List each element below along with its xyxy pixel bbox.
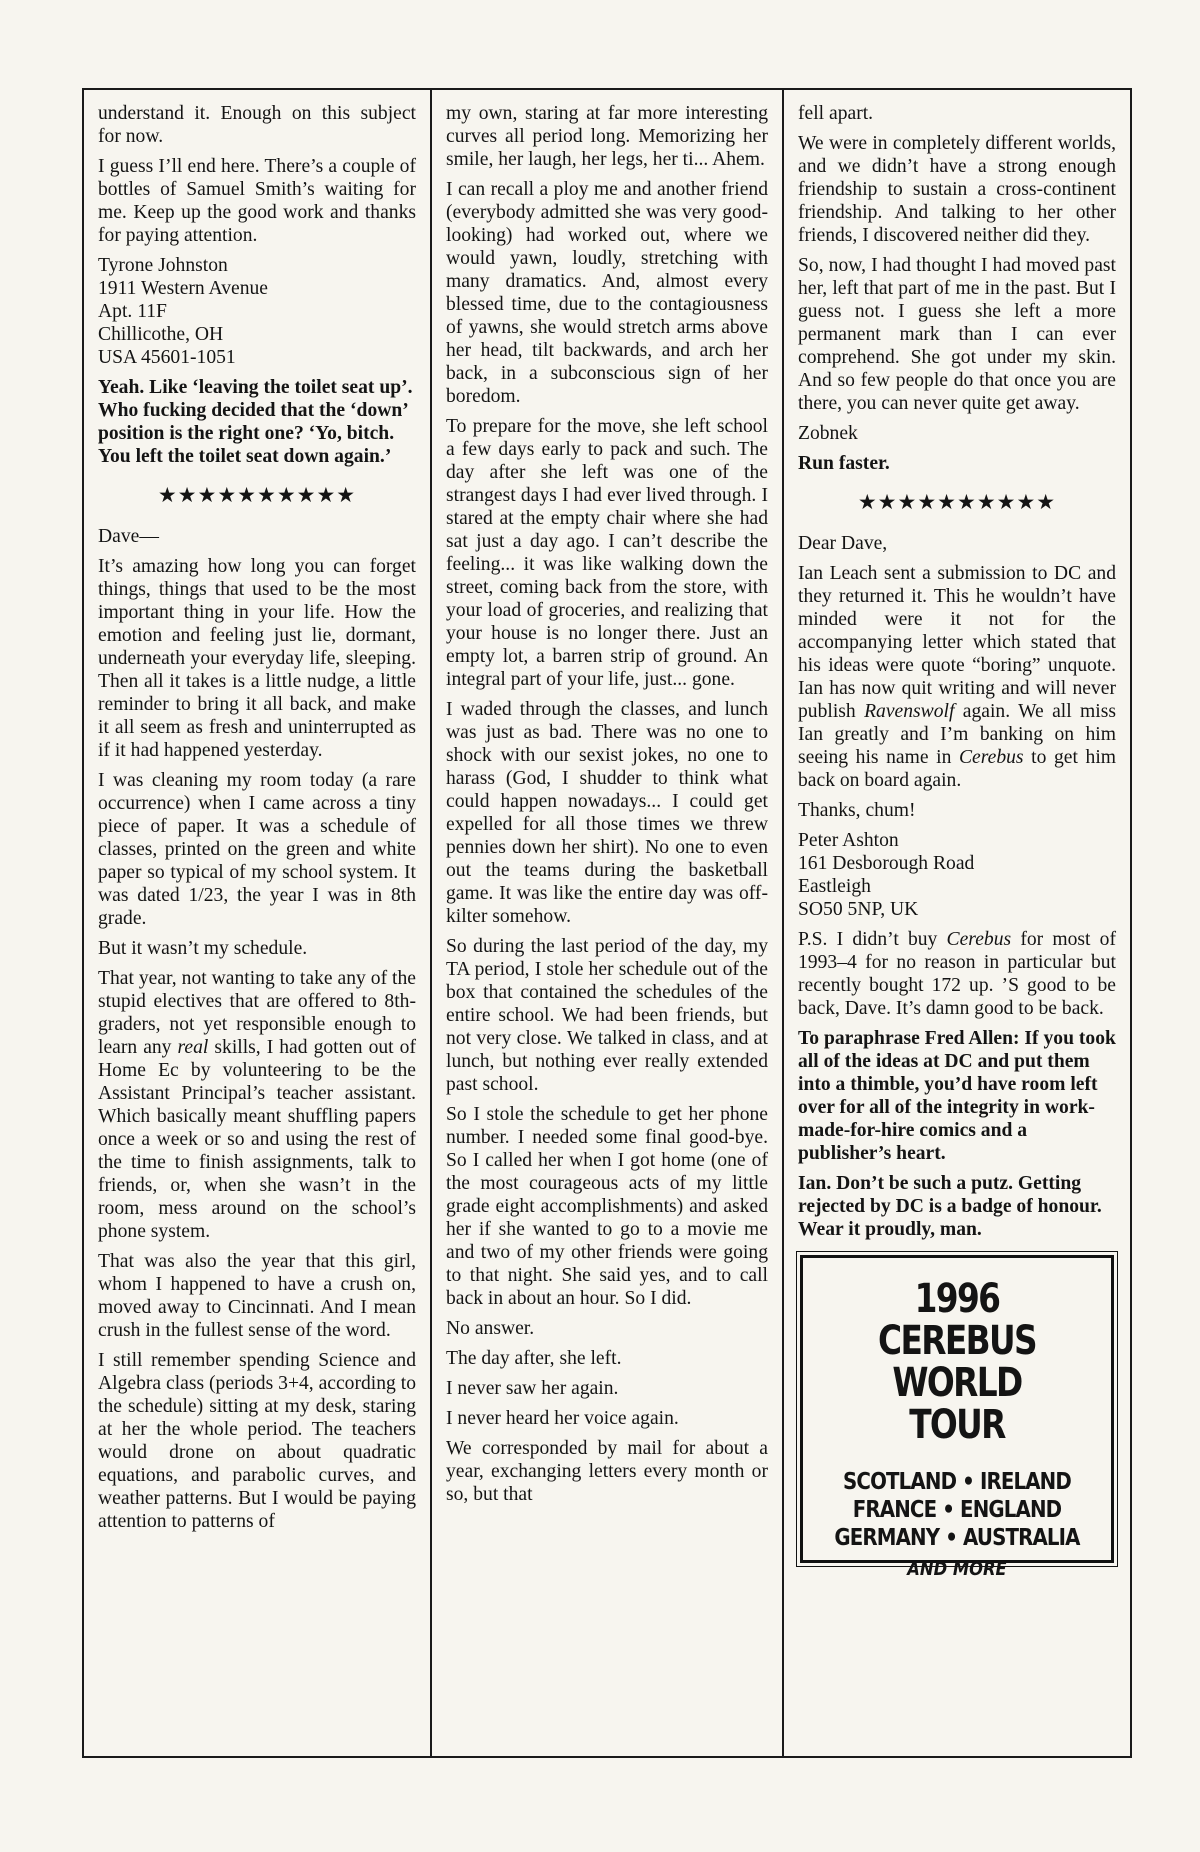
letter-text: understand it. Enough on this subject for now. bbox=[98, 103, 416, 147]
world-tour-ad bbox=[800, 1255, 1114, 1580]
text-run: Ian Leach sent a submission to DC and they returned it. This he wouldn’t have minded were it not for the accompanying letter which stated that his ideas were quote “boring” unquote. Ian has now quit writing and will never publish bbox=[798, 563, 1116, 722]
address-line: SO50 5NP, UK bbox=[798, 899, 919, 920]
letter-postscript bbox=[798, 928, 1116, 1020]
letter-text: To prepare for the move, she left school a few days early to pack and such. The day after she left was one of the strangest days I had ever lived through. I stared at the empty chair where she had sat just a day ago. I can’t describe the feeling... it was like walking down the street, coming back from the store, with your load of groceries, and realizing that your house is no longer there. Just an empty lot, a barren strip of ground. An integral part of your life, just... gone. bbox=[446, 416, 768, 690]
letter-text: I never saw her again. bbox=[446, 1378, 619, 1399]
letter-text: So I stole the schedule to get her phone number. I needed some final good-bye. So I called her when I got home (one of the most courageous acts of my little grade eight accomplishments) and asked her if she wanted to go to a movie me and two of my other friends were going to that night. She said yes, and to call back in about an hour. So I did. bbox=[446, 1104, 768, 1309]
text-run: for most of 1993–4 for no reason in particular but recently bought 172 up. ’S good to be back, Dave. It’s damn good to be back. bbox=[798, 929, 1116, 1019]
letter-text: fell apart. bbox=[798, 103, 874, 124]
letter-address bbox=[98, 254, 416, 369]
letter-text: We were in completely different worlds, and we didn’t have a strong enough friendship to sustain a cross-continent friendship. And talking to her other friends, I discovered neither did they. bbox=[798, 133, 1116, 246]
italic-text: Cerebus bbox=[958, 747, 1024, 768]
address-line: Eastleigh bbox=[798, 876, 871, 897]
editor-reply: Run faster. bbox=[798, 453, 890, 474]
star-divider: ★★★★★★★★★★ bbox=[157, 483, 357, 507]
ad-country-row: FRANCE • ENGLAND bbox=[852, 1497, 1062, 1523]
editor-reply: To paraphrase Fred Allen: If you took all of the ideas at DC and put them into a thimble, you’d have room left over for all of the integrity in work-made-for-hire comics and a publisher’s heart. bbox=[798, 1028, 1116, 1164]
text-run: again. We all miss Ian greatly and I’m banking on him seeing his name in bbox=[798, 701, 1116, 768]
letter-text: The day after, she left. bbox=[446, 1348, 622, 1369]
text-run: to get him back on board again. bbox=[798, 747, 1116, 791]
address-line: Tyrone Johnston bbox=[98, 255, 228, 276]
ad-countries bbox=[803, 1468, 1111, 1552]
letter-text: I can recall a ploy me and another friend (everybody admitted she was very good-looking) had worked out, where we would yawn, loudly, stretching with many dramatics. And, almost every blessed time, due to the contagiousness of yawns, she would stretch arms above her head, tilt backwards, and arch her back, in a subconscious sign of her boredom. bbox=[446, 179, 768, 407]
text-run: P.S. I didn’t buy bbox=[798, 929, 947, 950]
editor-reply: Yeah. Like ‘leaving the toilet seat up’. Who fucking decided that the ‘down’ position is the right one? ‘Yo, bitch. You left the toilet seat down again.’ bbox=[98, 377, 413, 467]
address-line: USA 45601-1051 bbox=[98, 347, 236, 368]
letter-text: No answer. bbox=[446, 1318, 535, 1339]
letter-text: So during the last period of the day, my TA period, I stole her schedule out of the box that contained the schedules of the entire school. We had been friends, but not very close. We talked in class, and at lunch, but nothing ever really extended past school. bbox=[446, 936, 768, 1095]
italic-text: real bbox=[177, 1037, 209, 1058]
letter-signature: Zobnek bbox=[798, 423, 858, 444]
text-run: skills, I had gotten out of Home Ec by volunteering to be the Assistant Principal’s teacher assistant. Which basically meant shuffling papers once a week or so and using the rest of the time to finish assignments, talk to friends, or, when she wasn’t in the room, mess around on the school’s phone system. bbox=[98, 1037, 416, 1242]
letter-text: I guess I’ll end here. There’s a couple of bottles of Samuel Smith’s waiting for me. Keep up the good work and thanks for paying attention. bbox=[98, 156, 416, 246]
letters-page bbox=[82, 88, 1132, 1758]
letter-text: I never heard her voice again. bbox=[446, 1408, 679, 1429]
ad-country-row: SCOTLAND • IRELAND bbox=[843, 1469, 1071, 1495]
letter-text: I waded through the classes, and lunch was just as bad. There was no one to shock with our sexist jokes, no one to harass (God, I shudder to think what could happen nowadays... I could get expelled for all those times we threw pennies down her shirt). No one to even out the teams during the basketball game. It was like the entire day was off-kilter somehow. bbox=[446, 699, 768, 927]
address-line: Apt. 11F bbox=[98, 301, 167, 322]
italic-text: Cerebus bbox=[946, 929, 1012, 950]
star-divider: ★★★★★★★★★★ bbox=[857, 490, 1057, 514]
ad-title-line: CEREBUS bbox=[878, 1318, 1036, 1364]
address-line: 161 Desborough Road bbox=[798, 853, 975, 874]
ad-title-line: TOUR bbox=[909, 1402, 1005, 1448]
letter-text: So, now, I had thought I had moved past her, left that part of me in the past. But I guess not. I guess she left a more permanent mark than I can ever comprehend. She got under my skin. And so few people do that once you are there, you can never quite get away. bbox=[798, 255, 1116, 414]
column-2 bbox=[432, 90, 784, 1756]
address-line: Peter Ashton bbox=[798, 830, 899, 851]
ad-country-row: GERMANY • AUSTRALIA bbox=[834, 1525, 1080, 1551]
letter-text bbox=[798, 562, 1116, 792]
letter-text: It’s amazing how long you can forget things, things that used to be the most important thing in your life. How the emotion and feeling just lie, dormant, underneath your everyday life, sleeping. Then all it takes is a little nudge, a little reminder to bring it all back, and make it all seem as fresh and uninterrupted as if it had happened yesterday. bbox=[98, 556, 416, 761]
letter-text: But it wasn’t my schedule. bbox=[98, 938, 308, 959]
italic-text: Ravenswolf bbox=[864, 701, 955, 722]
text-run: That year, not wanting to take any of the stupid electives that are offered to 8th-graders, not yet responsible enough to learn any bbox=[98, 968, 416, 1058]
letter-salutation: Dear Dave, bbox=[798, 533, 888, 554]
letter-text: That was also the year that this girl, whom I happened to have a crush on, moved away to Cincinnati. And I mean crush in the fullest sense of the word. bbox=[98, 1251, 416, 1341]
editor-reply: Ian. Don’t be such a putz. Getting rejected by DC is a badge of honour. Wear it proudly, man. bbox=[798, 1173, 1102, 1240]
letter-text: my own, staring at far more interesting curves all period long. Memorizing her smile, her laugh, her legs, her ti... Ahem. bbox=[446, 103, 768, 170]
ad-title-line: WORLD bbox=[892, 1360, 1022, 1406]
ad-title-line: 1996 bbox=[914, 1276, 1000, 1322]
column-1 bbox=[84, 90, 432, 1756]
letter-text: I was cleaning my room today (a rare occurrence) when I came across a tiny piece of paper. It was a schedule of classes, printed on the green and white paper so typical of my school system. It was dated 1/23, the year I was in 8th grade. bbox=[98, 770, 416, 929]
letter-address bbox=[798, 829, 1116, 921]
address-line: Chillicothe, OH bbox=[98, 324, 224, 345]
ad-more-text: AND MORE bbox=[907, 1558, 1007, 1580]
letter-text: We corresponded by mail for about a year, exchanging letters every month or so, but that bbox=[446, 1438, 768, 1505]
letter-text bbox=[98, 967, 416, 1243]
address-line: 1911 Western Avenue bbox=[98, 278, 269, 299]
letter-salutation: Dave— bbox=[98, 526, 159, 547]
column-3 bbox=[784, 90, 1130, 1756]
letter-text: I still remember spending Science and Algebra class (periods 3+4, according to the schedule) sitting at my desk, staring at her the whole period. The teachers would drone on about quadratic equations, and parabolic curves, and weather patterns. But I would be paying attention to patterns of bbox=[98, 1350, 416, 1532]
letter-text: Thanks, chum! bbox=[798, 800, 916, 821]
